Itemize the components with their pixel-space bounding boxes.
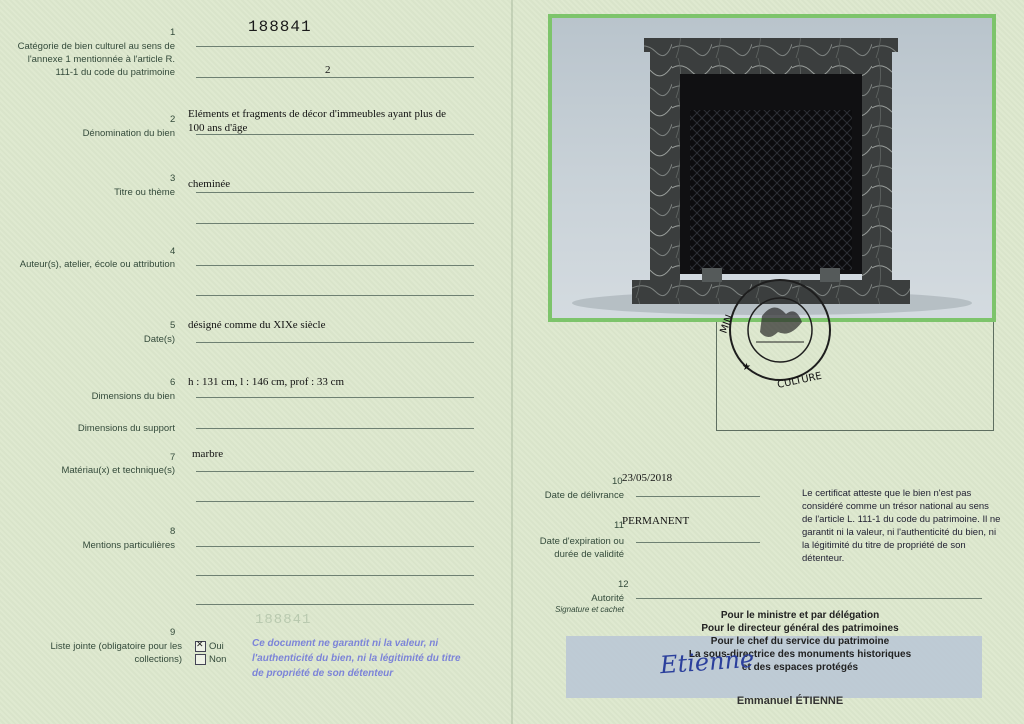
field-1-line-b (196, 77, 474, 78)
field-6-label: Dimensions du bien (91, 391, 175, 402)
field-2-value-line2: 100 ans d'âge (188, 122, 248, 134)
field-11-line (636, 542, 760, 543)
non-label: Non (209, 654, 227, 665)
field-11-value: PERMANENT (622, 515, 690, 527)
field-3-line-a (196, 192, 474, 193)
field-7-value: marbre (192, 448, 224, 460)
svg-text:MIN: MIN (718, 313, 736, 336)
field-1-value: 2 (325, 64, 331, 76)
field-2-number: 2 (170, 114, 176, 125)
field-1-number: 1 (170, 27, 176, 38)
signature-line-4: La sous-directrice des monuments historiques (688, 649, 912, 660)
ghost-reference-number: 188841 (255, 612, 312, 628)
field-4-line-b (196, 295, 474, 296)
field-7-label: Matériau(x) et technique(s) (61, 465, 175, 476)
field-8-line-a (196, 546, 474, 547)
field-10-label: Date de délivrance (544, 490, 624, 501)
field-3-line-b (196, 223, 474, 224)
field-7-line-b (196, 501, 474, 502)
signatory-name: Emmanuel ÉTIENNE (736, 695, 844, 707)
field-2-line (196, 134, 474, 135)
field-12-line (636, 598, 982, 599)
support-dimensions-label: Dimensions du support (77, 423, 175, 434)
field-5-label: Date(s) (143, 334, 175, 345)
field-11-number: 11 (614, 520, 624, 531)
field-6-value: h : 131 cm, l : 146 cm, prof : 33 cm (188, 376, 345, 388)
reference-number: 188841 (248, 18, 312, 36)
field-1-line-a (196, 46, 474, 47)
field-10-number: 10 (612, 476, 623, 487)
field-12-number: 12 (618, 579, 629, 590)
handwritten-signature: Etienne (659, 644, 756, 680)
disclaimer-text: Ce document ne garantit ni la valeur, ni l'authenticité du bien, ni la légitimité du titre de propriété de son détenteur (252, 638, 461, 679)
signature-line-5: et des espaces protégés (741, 662, 859, 673)
field-9-label: Liste jointe (obligatoire pour les collections) (50, 641, 182, 665)
signature-line-1: Pour le ministre et par délégation (720, 610, 880, 621)
field-8-label: Mentions particulières (82, 540, 175, 551)
field-4-number: 4 (170, 246, 176, 257)
field-8-line-c (196, 604, 474, 605)
field-7-number: 7 (170, 452, 176, 463)
field-3-value: cheminée (188, 178, 231, 190)
signature-line-3: Pour le chef du service du patrimoine (710, 636, 890, 647)
field-10-value: 23/05/2018 (622, 472, 673, 484)
non-checkbox[interactable] (195, 654, 206, 665)
svg-text:★: ★ (742, 362, 751, 373)
field-12-sublabel: Signature et cachet (555, 605, 624, 614)
field-11-label: Date d'expiration ou durée de validité (539, 536, 624, 560)
field-5-value: désigné comme du XIXe siècle (188, 319, 326, 331)
field-4-line-a (196, 265, 474, 266)
svg-text:CULTURE: CULTURE (776, 370, 823, 391)
oui-label: Oui (209, 641, 224, 652)
field-2-label: Dénomination du bien (82, 128, 175, 139)
field-6-line (196, 397, 474, 398)
field-3-number: 3 (170, 173, 176, 184)
signature-line-2: Pour le directeur général des patrimoines (701, 623, 899, 634)
support-dimensions-line (196, 428, 474, 429)
field-10-line (636, 496, 760, 497)
field-8-number: 8 (170, 526, 176, 537)
oui-checkbox[interactable] (195, 641, 206, 652)
certificate-statement: Le certificat atteste que le bien n'est pas considéré comme un trésor national au sens de l'article L. 111-1 du code du patrimoine. Il ne garantit ni la valeur, ni l'authenticité du bien, ni la légitimité du titre de propriété de son détenteur. (802, 488, 1001, 564)
field-4-label: Auteur(s), atelier, école ou attribution (19, 259, 175, 270)
page-fold (511, 0, 513, 724)
field-8-line-b (196, 575, 474, 576)
field-5-line (196, 342, 474, 343)
fireplace-photo (552, 18, 992, 318)
field-2-value: Eléments et fragments de décor d'immeubles ayant plus de (188, 108, 446, 120)
field-12-label: Autorité (591, 593, 624, 604)
field-9-number: 9 (170, 627, 176, 638)
field-6-number: 6 (170, 377, 176, 388)
field-1-label: Catégorie de bien culturel au sens de l'annexe 1 mentionnée à l'article R. 111-1 du code du patrimoine (17, 41, 175, 78)
fireplace-image (552, 18, 992, 318)
field-5-number: 5 (170, 320, 176, 331)
field-7-line-a (196, 471, 474, 472)
right-empty-box (716, 322, 994, 431)
field-3-label: Titre ou thème (114, 187, 175, 198)
